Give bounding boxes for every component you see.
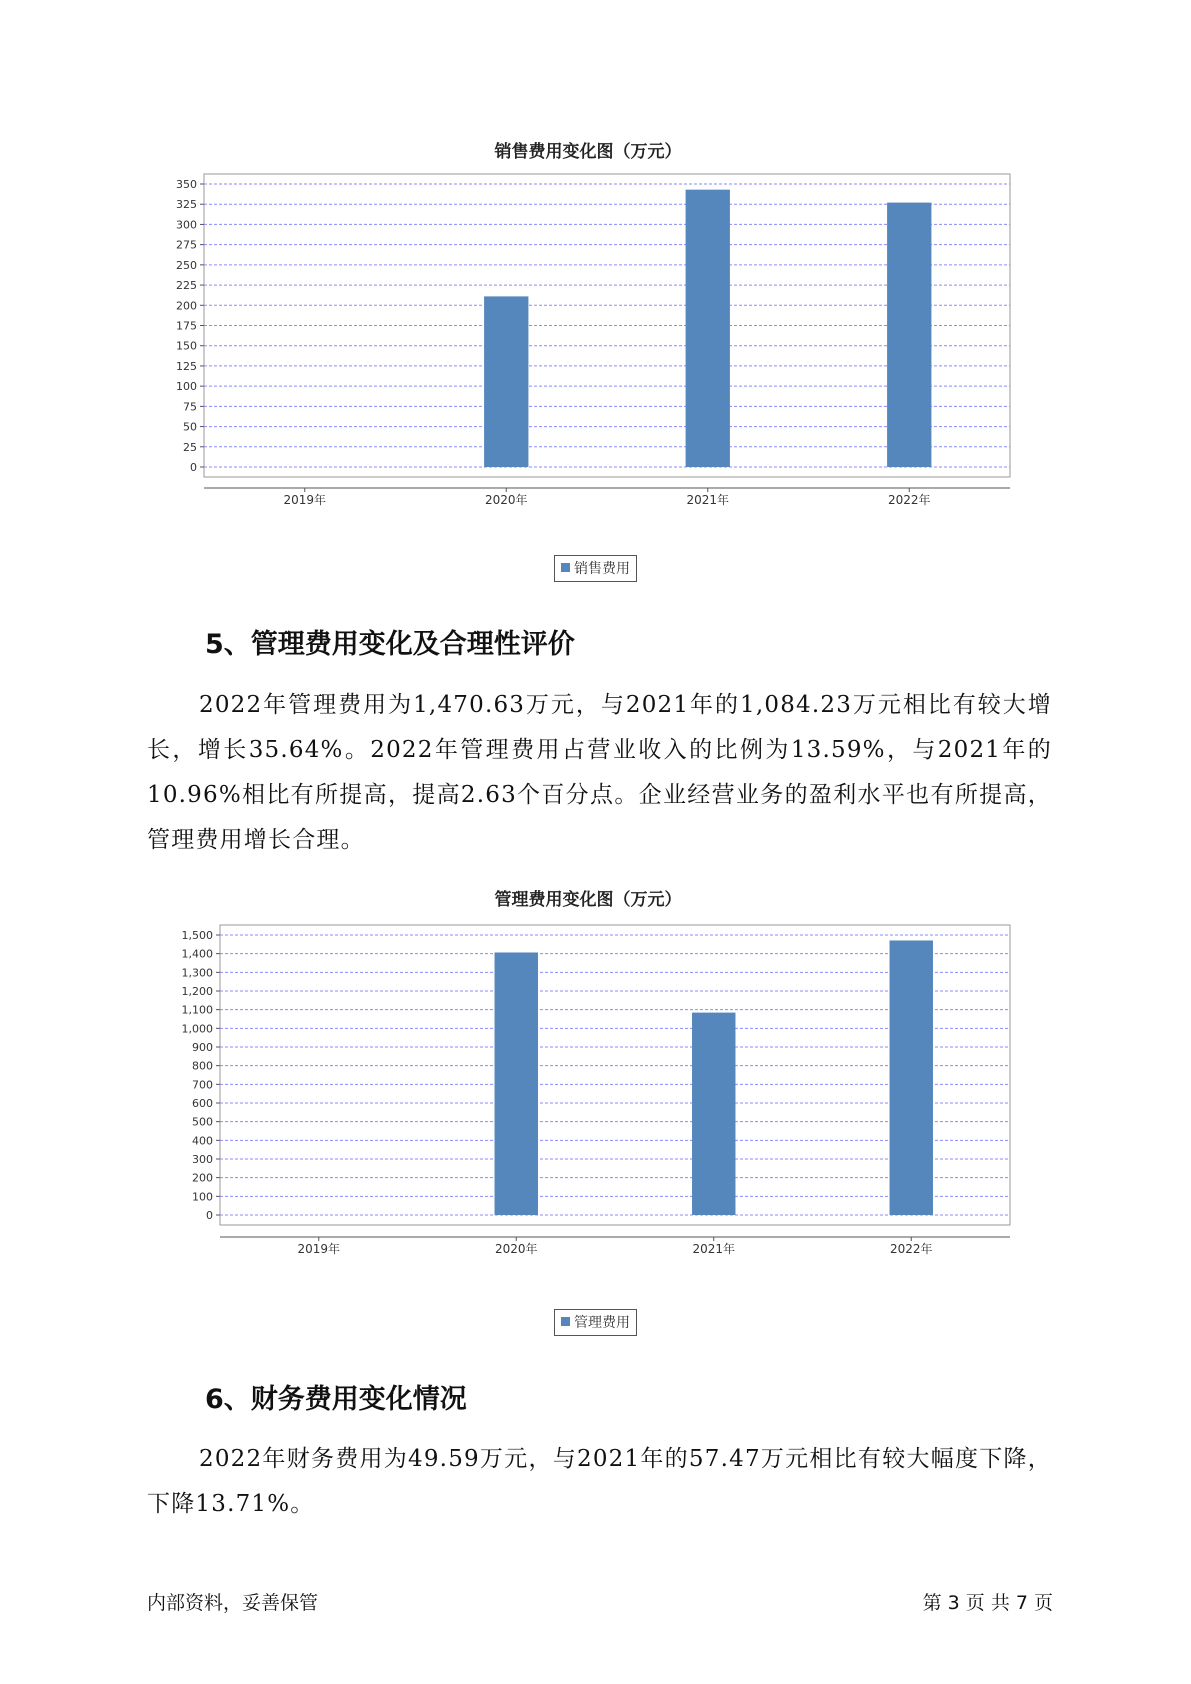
admin-expense-chart — [148, 885, 1028, 1345]
sales-bar — [484, 296, 528, 467]
sales-ytick-label: 350 — [176, 178, 197, 191]
sales-ytick-label: 175 — [176, 319, 197, 333]
legend-swatch-icon — [561, 1317, 570, 1326]
sales-expense-chart — [148, 137, 1028, 597]
admin-chart-legend — [554, 1309, 637, 1336]
sales-ytick-label: 0 — [190, 461, 197, 474]
admin-ytick-label: 300 — [192, 1153, 213, 1166]
footer-page-number: 第 3 页 共 7 页 — [922, 1592, 1053, 1614]
sales-chart-title: 销售费用变化图（万元） — [494, 142, 682, 162]
admin-xtick-label: 2020年 — [494, 1242, 538, 1256]
admin-ytick-label: 1,100 — [181, 1003, 213, 1017]
sales-ytick-label: 125 — [176, 359, 197, 373]
sales-legend-label: 销售费用 — [574, 561, 630, 577]
admin-chart-plot — [148, 885, 1028, 1295]
sales-ytick-label: 325 — [176, 198, 197, 212]
section-heading-admin-expense: 5、管理费用变化及合理性评价 — [205, 629, 575, 660]
admin-ytick-label: 1,200 — [181, 985, 213, 998]
sales-ytick-label: 50 — [183, 420, 197, 434]
sales-ytick-label: 25 — [183, 440, 197, 454]
sales-bar — [686, 190, 730, 467]
sales-ytick-label: 75 — [183, 400, 197, 414]
sales-xtick-label: 2019年 — [283, 493, 327, 507]
admin-ytick-label: 400 — [192, 1134, 213, 1148]
sales-xtick-label: 2022年 — [887, 493, 931, 507]
admin-bar — [890, 940, 933, 1215]
admin-ytick-label: 1,500 — [181, 929, 213, 942]
admin-xtick-label: 2019年 — [297, 1242, 341, 1256]
sales-ytick-label: 150 — [176, 339, 197, 353]
admin-xtick-label: 2022年 — [889, 1242, 933, 1256]
admin-ytick-label: 900 — [192, 1041, 213, 1054]
sales-bar — [887, 203, 931, 467]
footer-confidential-note: 内部资料，妥善保管 — [147, 1592, 319, 1614]
admin-ytick-label: 500 — [192, 1115, 213, 1129]
admin-bar — [692, 1013, 735, 1215]
admin-ytick-label: 200 — [192, 1171, 213, 1185]
admin-ytick-label: 800 — [192, 1059, 213, 1073]
section-heading-finance-expense: 6、财务费用变化情况 — [205, 1384, 467, 1415]
admin-legend-label: 管理费用 — [574, 1315, 630, 1331]
finance-expense-paragraph: 2022年财务费用为49.59万元，与2021年的57.47万元相比有较大幅度下降，下降13.71%。 — [147, 1446, 1052, 1517]
sales-ytick-label: 225 — [176, 279, 197, 293]
admin-bar — [495, 952, 538, 1215]
sales-ytick-label: 300 — [176, 218, 197, 232]
admin-ytick-label: 700 — [192, 1078, 213, 1092]
admin-chart-title: 管理费用变化图（万元） — [494, 890, 682, 910]
legend-swatch-icon — [561, 563, 570, 572]
sales-chart-legend — [554, 555, 637, 582]
admin-ytick-label: 1,400 — [181, 947, 213, 961]
admin-ytick-label: 0 — [206, 1209, 213, 1222]
sales-chart-plot — [148, 137, 1028, 547]
admin-ytick-label: 1,000 — [181, 1022, 213, 1036]
admin-ytick-label: 1,300 — [181, 966, 213, 980]
sales-ytick-label: 100 — [176, 380, 197, 394]
sales-ytick-label: 200 — [176, 299, 197, 313]
admin-ytick-label: 600 — [192, 1097, 213, 1110]
sales-ytick-label: 275 — [176, 238, 197, 252]
admin-xtick-label: 2021年 — [692, 1242, 736, 1256]
admin-ytick-label: 100 — [192, 1190, 213, 1204]
sales-ytick-label: 250 — [176, 258, 197, 272]
sales-xtick-label: 2020年 — [484, 493, 528, 507]
sales-xtick-label: 2021年 — [686, 493, 730, 507]
admin-expense-paragraph: 2022年管理费用为1,470.63万元，与2021年的1,084.23万元相比有较大增长，增长35.64%。2022年管理费用占营业收入的比例为13.59%，与2021年的10.96%相比有所提高，提高2.63个百分点。企业经营业务的盈利水平也有所提高，管理费用增长合理。 — [147, 692, 1052, 853]
